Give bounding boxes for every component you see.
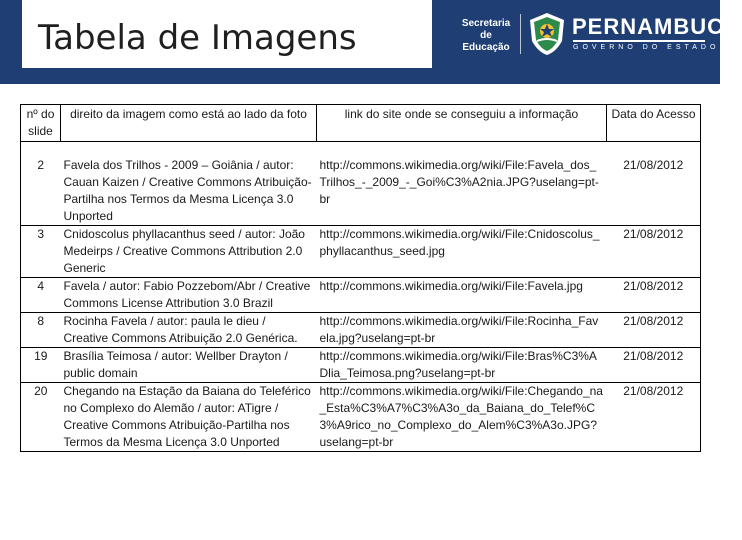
cell-slide: 8	[21, 313, 61, 348]
table-row	[21, 348, 701, 383]
cell-slide: 20	[21, 383, 61, 452]
cell-rights: Favela / autor: Fabio Pozzebom/Abr / Creative Commons License Attribution 3.0 Brazil	[61, 278, 317, 313]
cell-rights: Favela dos Trilhos - 2009 – Goiânia / autor: Cauan Kaizen / Creative Commons Atribuição-Partilha nos Termos da Mesma Licença 3.0 Unported	[61, 142, 317, 226]
col-header-slide: nº do slide	[21, 105, 61, 142]
secretaria-logo	[455, 18, 517, 54]
cell-slide: 3	[21, 226, 61, 278]
table-row	[21, 383, 701, 452]
header-bar	[0, 0, 742, 84]
state-name: PERNAMBUCO	[572, 14, 742, 39]
secretaria-line-2: Educação	[462, 42, 510, 53]
cell-link: http://commons.wikimedia.org/wiki/File:Favela.jpg	[317, 278, 607, 313]
cell-rights: Brasília Teimosa / autor: Wellber Drayton / public domain	[61, 348, 317, 383]
cell-slide: 19	[21, 348, 61, 383]
cell-link: http://commons.wikimedia.org/wiki/File:Rocinha_Favela.jpg?uselang=pt-br	[317, 313, 607, 348]
table-row	[21, 226, 701, 278]
table-row	[21, 278, 701, 313]
cell-slide: 2	[21, 142, 61, 226]
cell-date: 21/08/2012	[607, 226, 701, 278]
cell-date: 21/08/2012	[607, 278, 701, 313]
cell-link: http://commons.wikimedia.org/wiki/File:Cnidoscolus_phyllacanthus_seed.jpg	[317, 226, 607, 278]
cell-rights: Cnidoscolus phyllacanthus seed / autor: João Medeirps / Creative Commons Attribution 2.0 Generic	[61, 226, 317, 278]
cell-slide: 4	[21, 278, 61, 313]
table-row	[21, 313, 701, 348]
col-header-date: Data do Acesso	[607, 105, 701, 142]
cell-date: 21/08/2012	[607, 313, 701, 348]
col-header-rights: direito da imagem como está ao lado da foto	[61, 105, 317, 142]
cell-rights: Chegando na Estação da Baiana do Teleférico no Complexo do Alemão / autor: ATigre / Creative Commons Atribuição-Partilha nos Termos da Mesma Licença 3.0 Unported	[61, 383, 317, 452]
cell-rights: Rocinha Favela / autor: paula le dieu / Creative Commons Atribuição 2.0 Genérica.	[61, 313, 317, 348]
cell-link: http://commons.wikimedia.org/wiki/File:Chegando_na_Esta%C3%A7%C3%A3o_da_Baiana_do_Telef%C3%A9rico_no_Complexo_do_Alem%C3%A3o.JPG?uselang=pt-br	[317, 383, 607, 452]
logo-divider	[520, 14, 521, 54]
cell-link: http://commons.wikimedia.org/wiki/File:Bras%C3%ADlia_Teimosa.png?uselang=pt-br	[317, 348, 607, 383]
cell-date: 21/08/2012	[607, 348, 701, 383]
col-header-link: link do site onde se conseguiu a informação	[317, 105, 607, 142]
page-title: Tabela de Imagens	[38, 18, 357, 58]
cell-date: 21/08/2012	[607, 142, 701, 226]
table-row	[21, 142, 701, 226]
cell-date: 21/08/2012	[607, 383, 701, 452]
state-seal-icon	[526, 11, 568, 57]
table-header-row	[21, 105, 701, 142]
cell-link: http://commons.wikimedia.org/wiki/File:Favela_dos_Trilhos_-_2009_-_Goi%C3%A2nia.JPG?uselang=pt-br	[317, 142, 607, 226]
images-table	[20, 104, 701, 452]
state-subtitle: GOVERNO DO ESTADO	[573, 40, 705, 51]
secretaria-line-1: Secretaria de	[461, 18, 511, 41]
